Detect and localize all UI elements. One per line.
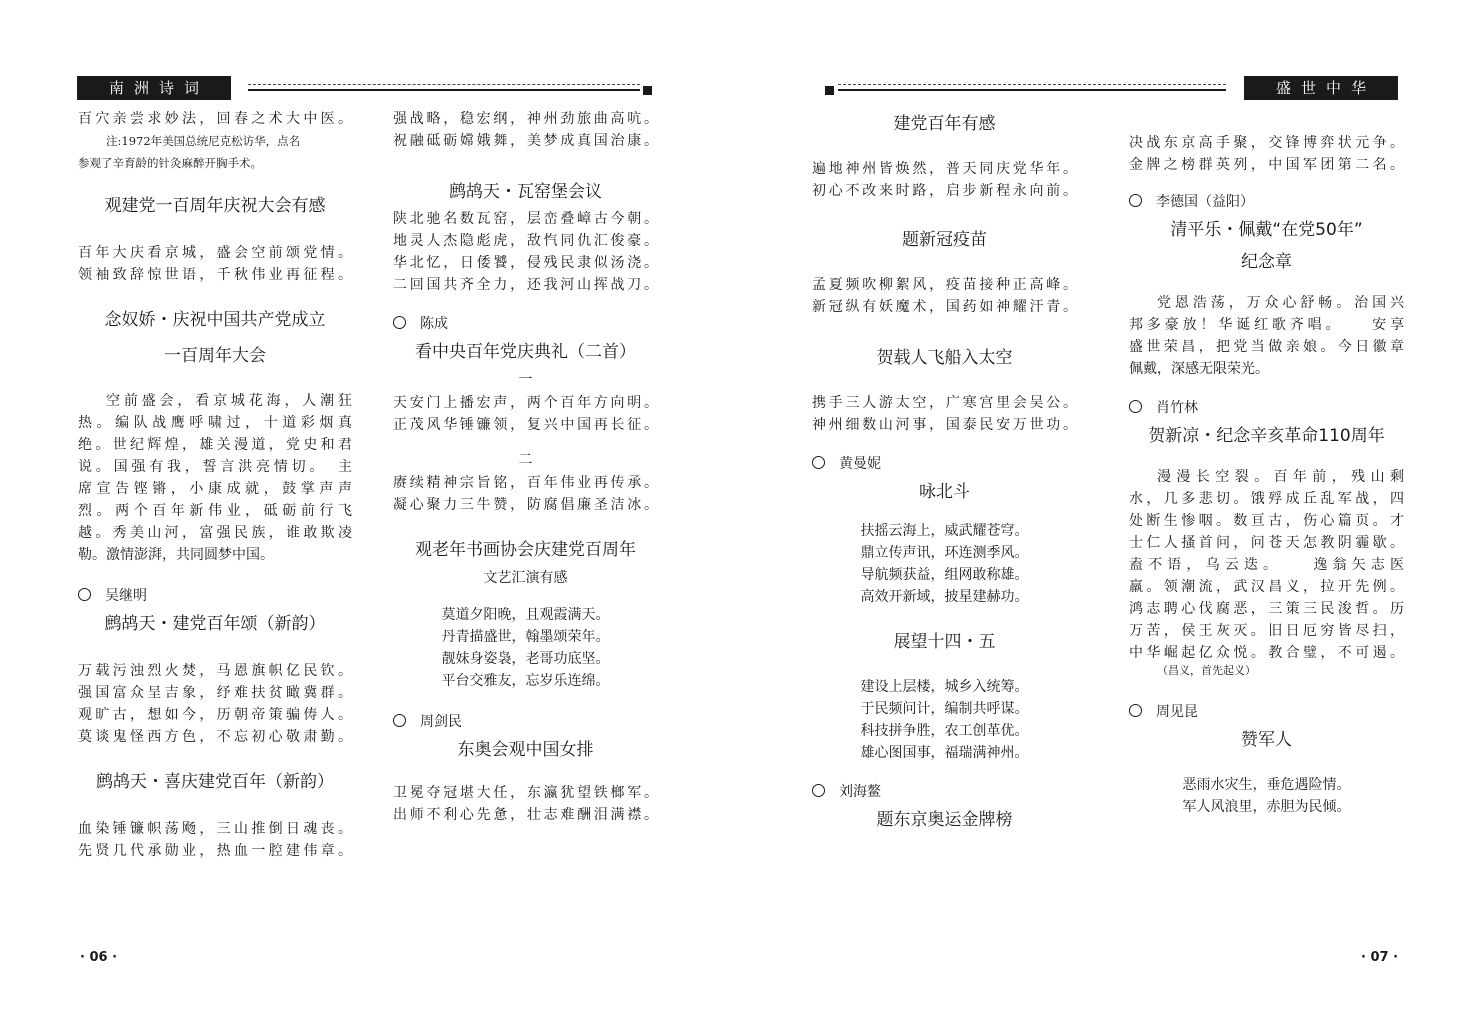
poem-title: 建党百年有感 <box>893 114 996 134</box>
poem-title: 念奴娇・庆祝中国共产党成立 <box>104 310 326 330</box>
poem-title: 贺新凉・纪念辛亥革命110周年 <box>1148 426 1385 446</box>
footnote: 注:1972年美国总统尼克松访华，点名 参观了辛育龄的针灸麻醉开胸手术。 <box>78 134 301 170</box>
author-line: 刘海鳌 <box>812 780 1077 804</box>
poem-body: 建设上层楼，城乡入统筹。 于民频问计，编制共呼谋。 科技拼争胜，农工创革优。 雄心图国事，福瑞满神州。 <box>860 679 1029 761</box>
poem-number: 二 <box>518 452 533 468</box>
circle-icon <box>1129 400 1142 413</box>
poem-continuation: 决战东京高手聚，交锋博弈状元争。 金牌之榜群英列，中国军团第二名。 <box>1129 135 1404 173</box>
poem-title: 鹧鸪天・喜庆建党百年（新韵） <box>96 772 334 792</box>
poem-body: 赓续精神宗旨铭，百年伟业再传承。 凝心聚力三牛赞，防腐倡廉圣洁冰。 <box>393 475 658 513</box>
poem-title: 观老年书画协会庆建党百周年 <box>415 540 636 560</box>
author-line: 周见昆 <box>1129 700 1404 724</box>
poem-title: 题新冠疫苗 <box>902 230 987 250</box>
poem-subtitle: 文艺汇演有感 <box>483 570 568 586</box>
right-page <box>737 0 1474 1020</box>
poem-title: 清平乐・佩戴“在党50年” <box>1170 220 1363 240</box>
poem-title: 看中央百年党庆典礼（二首） <box>415 342 636 362</box>
left-column-1 <box>78 108 352 862</box>
poem-title: 观建党一百周年庆祝大会有感 <box>104 196 326 216</box>
circle-icon <box>393 316 406 329</box>
poem-body: 万载污浊烈火焚，马恩旗帜亿民钦。 强国富众呈吉象，纾难扶贫瞰冀群。 观旷古，想如今，历朝帝策骗俦人。 莫谈鬼怪西方色，不忘初心敬肃勤。 <box>78 663 352 745</box>
page-number: · 06 · <box>80 950 118 965</box>
poem-body: 百年大庆看京城，盛会空前颂党情。 领袖致辞惊世语，千秋伟业再征程。 <box>78 245 352 283</box>
poem-title: 咏北斗 <box>919 482 970 502</box>
poem-continuation: 强战略，稳宏纲，神州劲旅曲高吭。 祝融砥砺嫦娥舞，美梦成真国治康。 <box>393 111 658 149</box>
header-rule <box>838 84 1226 92</box>
poem-title: 鹧鸪天・瓦窑堡会议 <box>449 182 602 202</box>
poem-title: 赞军人 <box>1241 730 1292 750</box>
annotation-note: （昌义，首先起义） <box>1157 664 1256 677</box>
poem-title: 题东京奥运金牌榜 <box>876 810 1013 830</box>
circle-icon <box>1129 194 1142 207</box>
poem-title-line2: 一百周年大会 <box>164 346 266 366</box>
circle-icon <box>812 784 825 797</box>
section-header-tab: 盛世中华 <box>1244 76 1398 100</box>
right-column-2 <box>1129 108 1404 818</box>
poem-body: 遍地神州皆焕然，普天同庆党华年。 初心不改来时路，启步新程永向前。 <box>812 161 1077 199</box>
poem-title: 东奥会观中国女排 <box>457 740 594 760</box>
page-number: · 07 · <box>1361 950 1399 965</box>
poem-title-line2: 纪念章 <box>1241 252 1292 272</box>
circle-icon <box>812 456 825 469</box>
poem-number: 一 <box>518 372 533 388</box>
header-square-mark <box>825 86 834 95</box>
poem-title: 展望十四・五 <box>893 632 996 652</box>
poem-body: 携手三人游太空，广寒宫里会吴公。 神州细数山河事，国泰民安万世功。 <box>812 395 1077 433</box>
header-rule <box>248 84 640 92</box>
poem-body: 天安门上播宏声，两个百年方向明。 正茂风华锤镰领，复兴中国再长征。 <box>393 395 658 433</box>
author-line: 吴继明 <box>78 584 352 608</box>
circle-icon <box>393 714 406 727</box>
poem-body: 恶雨水灾生，垂危遇险情。 军人风浪里，赤胆为民倾。 <box>1182 777 1351 815</box>
circle-icon <box>78 588 91 601</box>
poem-body: 党恩浩荡，万众心舒畅。治国兴 邦多豪放！华诞红歌齐唱。 安享 盛世荣昌，把党当做亲娘。今日徽章 佩戴，深感无限荣光。 <box>1129 295 1404 377</box>
circle-icon <box>1129 704 1142 717</box>
poem-body: 陕北驰名数瓦窑，层峦叠嶂古今朝。 地灵人杰隐彪虎，敌忾同仇汇俊豪。 华北忆，日倭饕，侵残民隶似汤浇。 二回国共齐全力，还我河山挥战刀。 <box>393 211 658 293</box>
poem-body: 莫道夕阳晚，且观霞满天。 丹青描盛世，翰墨颂荣年。 靓妹身姿袅，老哥功底坚。 平台交雅友，忘岁乐连绵。 <box>441 607 610 689</box>
poem-title: 鹧鸪天・建党百年颂（新韵） <box>104 614 326 634</box>
poem-body: 卫冕夺冠堪大任，东瀛犹望铁榔军。 出师不利心先惫，壮志难酬泪满襟。 <box>393 785 658 823</box>
poem-body: 血染锤镰帜荡飏，三山推倒日魂丧。 先贤几代承勋业，热血一腔建伟章。 <box>78 821 352 859</box>
author-line: 李德国（益阳） <box>1129 190 1404 214</box>
poem-body: 漫漫长空裂。百年前，残山剩 水，几多悲切。饿殍成丘乱军战，四 处断生惨咽。数亘古，伤心篇页。才 士仁人搔首问，问苍天怎教阴霾歇。 盍不语，乌云迭。 逸翁矢志医 羸。领潮流，武汉昌义，拉开先例。 鸿志聘心伐腐恶，三策三民浚哲。历 万苦，侯王灰灭。旧日厄穷皆尽扫， 中华崛起亿众悦。教合璧，不可遏。 <box>1129 469 1404 661</box>
left-column-2 <box>393 108 658 826</box>
author-line: 周剑民 <box>393 710 658 734</box>
header-square-mark <box>643 86 652 95</box>
poem-body: 空前盛会，看京城花海，人潮狂 热。编队战鹰呼啸过，十道彩烟真 绝。世纪辉煌，雄关漫道，党史和君 说。国强有我，誓言洪亮情切。 主 席宣告铿锵，小康成就，鼓掌声声 烈。两个百年新伟业，砥砺前行飞 越。秀美山河，富强民族，谁敢欺凌 勒。激情澎湃，共同圆梦中国。 <box>78 393 352 563</box>
author-line: 肖竹林 <box>1129 396 1404 420</box>
poem-continuation: 百穴亲尝求妙法，回春之术大中医。 <box>78 111 352 127</box>
poem-title: 贺载人飞船入太空 <box>876 348 1013 368</box>
author-line: 陈成 <box>393 312 658 336</box>
author-line: 黄曼妮 <box>812 452 1077 476</box>
right-column-1 <box>812 108 1077 836</box>
section-header-tab: 南洲诗词 <box>77 76 231 100</box>
poem-body: 孟夏频吹柳絮风，疫苗接种正高峰。 新冠纵有妖魔术，国药如神耀汗青。 <box>812 277 1077 315</box>
poem-body: 扶摇云海上，威武耀苍穹。 鼎立传声讯，环连测季风。 导航频获益，组网敢称雄。 高效开新域，披星建赫功。 <box>860 523 1029 605</box>
